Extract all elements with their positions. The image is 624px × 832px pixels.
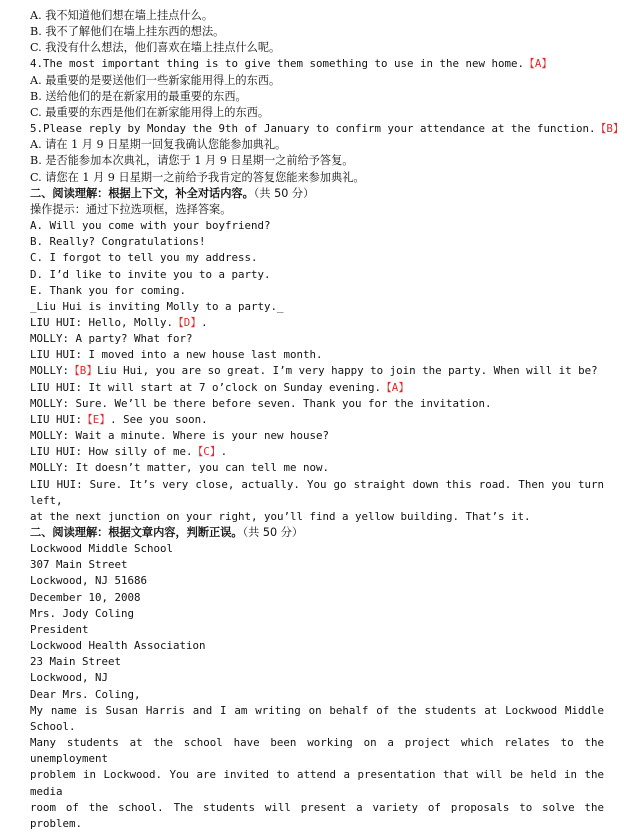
dialogue-text: .	[220, 445, 228, 459]
answer-select-3[interactable]: 【A】	[381, 380, 410, 394]
letter-sender-street: 307 Main Street	[30, 558, 128, 572]
dialogue-text: MOLLY: Sure. We’ll be there before seven. Thank you for the invitation.	[30, 396, 492, 410]
dialogue-text: MOLLY: A party? What for?	[30, 332, 193, 346]
dialogue-text: . See you soon.	[110, 412, 208, 426]
letter-recipient-city: Lockwood, NJ	[30, 671, 109, 685]
q5-question	[30, 121, 624, 137]
dialogue-line-2	[30, 331, 604, 347]
dialogue-text: Liu Hui, you are so great. I’m very happy to join the party. When will it be?	[97, 364, 598, 378]
section2-heading	[30, 186, 604, 202]
dialogue-line-8	[30, 428, 604, 444]
letter-body-2: Many students at the school have been working on a project which relates to the unemployment	[30, 736, 604, 766]
q4-option-a: A. 最重要的是要送他们一些新家能用得上的东西。	[30, 73, 281, 87]
letter-sender-city: Lockwood, NJ 51686	[30, 574, 148, 588]
choice-c: C. I forgot to tell you my address.	[30, 251, 258, 265]
q5-answer: 【B】	[595, 122, 624, 136]
dialogue-line-6	[30, 396, 604, 412]
dialogue-line-1	[30, 315, 604, 331]
dialogue-line-4	[30, 363, 604, 379]
dialogue-line-7	[30, 412, 604, 428]
choice-e: E. Thank you for coming.	[30, 283, 187, 297]
q3-option-a: A. 我不知道他们想在墙上挂点什么。	[30, 9, 214, 22]
dialogue-text: LIU HUI: I moved into a new house last month.	[30, 348, 323, 362]
answer-select-4[interactable]: 【E】	[82, 412, 111, 426]
choice-d: D. I’d like to invite you to a party.	[30, 267, 271, 281]
q5-option-b: B. 是否能参加本次典礼，请您于 1 月 9 日星期一之前给予答复。	[30, 154, 354, 168]
q3-option-b: B. 我不了解他们在墙上挂东西的想法。	[30, 25, 225, 39]
letter-salutation: Dear Mrs. Coling,	[30, 687, 141, 701]
letter-recipient-street: 23 Main Street	[30, 655, 122, 669]
section2-hint: 操作提示：通过下拉选项框，选择答案。	[30, 202, 232, 216]
dialogue-text: LIU HUI:	[30, 412, 83, 426]
q5-text: 5.Please reply by Monday the 9th of January to confirm your attendance at the function.	[30, 122, 596, 136]
section3-heading	[30, 525, 604, 541]
letter-recipient-org: Lockwood Health Association	[30, 639, 206, 653]
answer-select-5[interactable]: 【C】	[192, 445, 221, 459]
choice-a: A. Will you come with your boyfriend?	[30, 219, 271, 233]
choice-b: B. Really? Congratulations!	[30, 235, 206, 249]
letter-recipient-name: Mrs. Jody Coling	[30, 606, 135, 620]
dialogue-line-10	[30, 460, 604, 476]
section3-points: （共 50 分）	[242, 526, 304, 539]
dialogue-text: .	[201, 315, 208, 329]
dialogue-text: MOLLY:	[30, 364, 70, 378]
dialogue-line-11b: at the next junction on your right, you’ll find a yellow building. That’s it.	[30, 509, 531, 523]
dialogue-text: MOLLY: It doesn’t matter, you can tell me now.	[30, 461, 330, 475]
q3-option-c: C. 我没有什么想法，他们喜欢在墙上挂点什么呢。	[30, 41, 281, 55]
dialogue-line-5	[30, 380, 604, 396]
q5-option-a: A. 请在 1 月 9 日星期一回复我确认您能参加典礼。	[30, 138, 287, 152]
dialogue-line-11a: LIU HUI: Sure. It’s very close, actually. You go straight down this road. Then you turn left,	[30, 477, 604, 507]
answer-select-2[interactable]: 【B】	[69, 364, 98, 378]
dialogue-line-9	[30, 444, 604, 460]
letter-body-3: problem in Lockwood. You are invited to attend a presentation that will be held in the media	[30, 768, 604, 798]
q4-answer: 【A】	[524, 57, 553, 71]
q4-option-c: C. 最重要的东西是他们在新家能用得上的东西。	[30, 105, 270, 119]
dialogue-text: LIU HUI: How silly of me.	[30, 445, 193, 459]
letter-sender-name: Lockwood Middle School	[30, 542, 174, 556]
letter-body-4: room of the school. The students will present a variety of proposals to solve the problem.	[30, 800, 604, 830]
q5-option-c: C. 请您在 1 月 9 日星期一之前给予我肯定的答复您能来参加典礼。	[30, 170, 365, 184]
answer-select-1[interactable]: 【D】	[173, 315, 202, 329]
dialogue-text: LIU HUI: It will start at 7 o’clock on Sunday evening.	[30, 380, 382, 394]
dialogue-text: LIU HUI: Hello, Molly.	[30, 315, 174, 329]
letter-body-1: My name is Susan Harris and I am writing on behalf of the students at Lockwood Middle School.	[30, 703, 604, 733]
q4-question	[30, 56, 604, 72]
dialogue-text: MOLLY: Wait a minute. Where is your new house?	[30, 429, 330, 443]
q4-text: 4.The most important thing is to give them something to use in the new home.	[30, 57, 525, 71]
section2-title: 二、阅读理解：根据上下文，补全对话内容。	[30, 186, 254, 200]
letter-recipient-title: President	[30, 622, 89, 636]
dialogue-scene: _Liu Hui is inviting Molly to a party._	[30, 299, 284, 313]
dialogue-line-3	[30, 347, 604, 363]
section3-title: 二、阅读理解：根据文章内容，判断正误。	[30, 526, 243, 539]
letter-date: December 10, 2008	[30, 590, 141, 604]
q4-option-b: B. 送给他们的是在新家用的最重要的东西。	[30, 89, 247, 103]
section2-points: （共 50 分）	[253, 186, 315, 200]
